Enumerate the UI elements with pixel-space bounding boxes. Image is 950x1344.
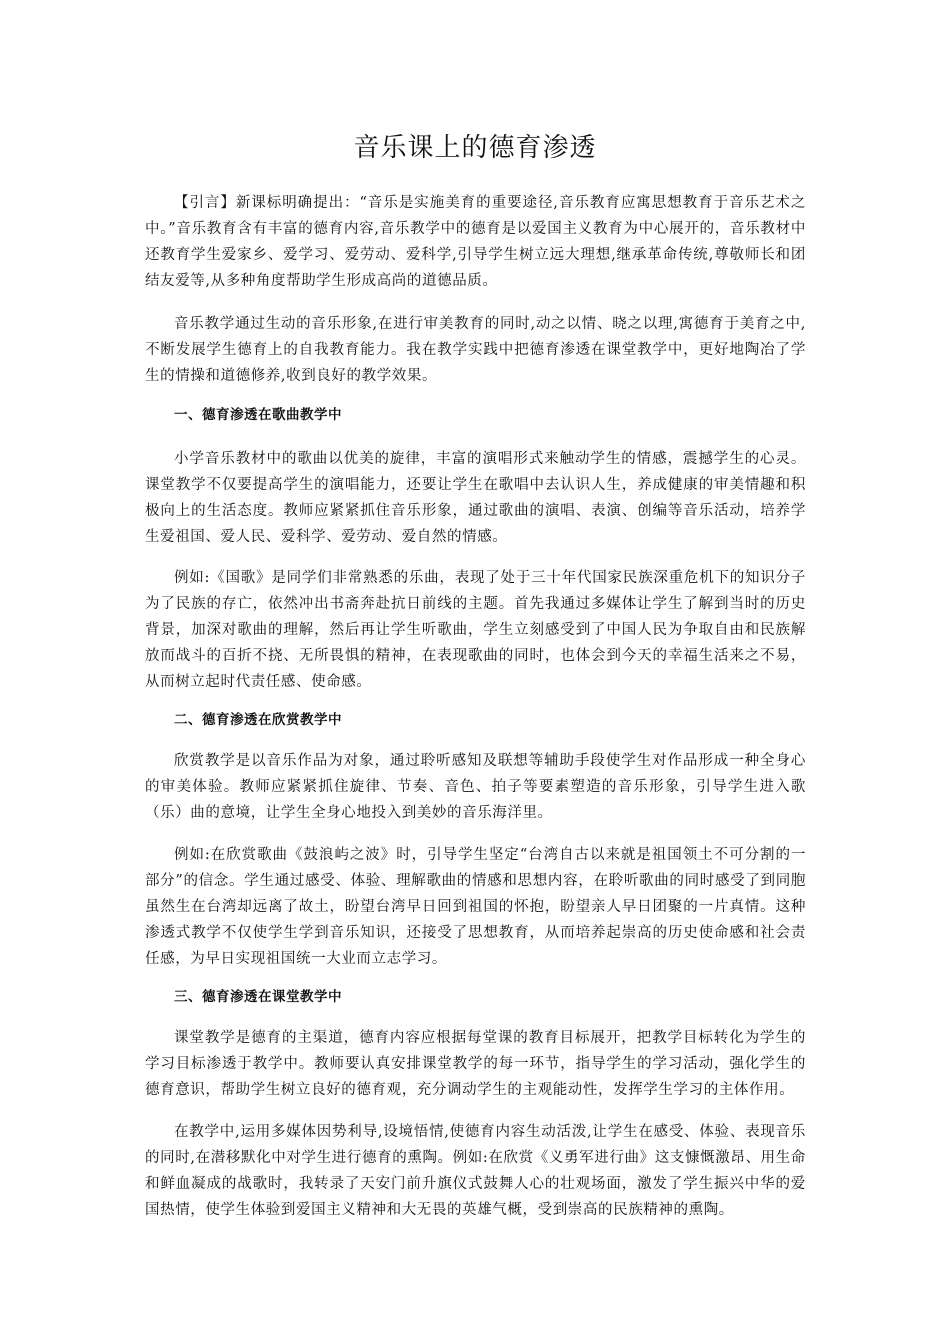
paragraph: 小学音乐教材中的歌曲以优美的旋律，丰富的演唱形式来触动学生的情感，震撼学生的心灵。课堂教学不仅要提高学生的演唱能力，还要让学生在歌唱中去认识人生，养成健康的审美情趣和积极向上的生活态度。教师应紧紧抓住音乐形象，通过歌曲的演唱、表演、创编等音乐活动，培养学生爱祖国、爱人民、爱科学、爱劳动、爱自然的情感。 xyxy=(145,451,806,545)
section-heading: 三、德育渗透在课堂教学中 xyxy=(174,989,342,1005)
section-heading: 二、德育渗透在欣赏教学中 xyxy=(174,712,342,728)
intro-text: 新课标明确提出：“音乐是实施美育的重要途径,音乐教育应寓思想教育于音乐艺术之中。”音乐教育含有丰富的德育内容,音乐教学中的德育是以爱国主义教育为中心展开的，音乐教材中还教育学生爱家乡、爱学习、爱劳动、爱科学,引导学生树立远大理想,继承革命传统,尊敬师长和团结友爱等,从多种角度帮助学生形成高尚的道德品质。 xyxy=(145,195,806,289)
intro-paragraph xyxy=(145,190,806,294)
paragraph: 欣赏教学是以音乐作品为对象，通过聆听感知及联想等辅助手段使学生对作品形成一种全身心的审美体验。教师应紧紧抓住旋律、节奏、音色、拍子等要素塑造的音乐形象，引导学生进入歌（乐）曲的意境，让学生全身心地投入到美妙的音乐海洋里。 xyxy=(145,753,806,821)
paragraph: 例如:在欣赏歌曲《鼓浪屿之波》时，引导学生坚定“台湾自古以来就是祖国领土不可分割的一部分”的信念。学生通过感受、体验、理解歌曲的情感和思想内容，在聆听歌曲的同时感受了到同胞虽然生在台湾却远离了故土，盼望台湾早日回到祖国的怀抱，盼望亲人早日团聚的一片真情。这种渗透式教学不仅使学生学到音乐知识，还接受了思想教育，从而培养起崇高的历史使命感和社会责任感，为早日实现祖国统一大业而立志学习。 xyxy=(145,847,806,967)
paragraph: 在教学中,运用多媒体因势利导,设境悟情,使德育内容生动活泼,让学生在感受、体验、表现音乐的同时,在潜移默化中对学生进行德育的熏陶。例如:在欣赏《义勇军进行曲》这支慷慨激昂、用生命和鲜血凝成的战歌时，我转录了天安门前升旗仪式鼓舞人心的壮观场面，激发了学生振兴中华的爱国热情，使学生体验到爱国主义精神和大无畏的英雄气概，受到崇高的民族精神的熏陶。 xyxy=(145,1124,806,1218)
paragraph: 例如:《国歌》是同学们非常熟悉的乐曲，表现了处于三十年代国家民族深重危机下的知识分子为了民族的存亡，依然冲出书斋奔赴抗日前线的主题。首先我通过多媒体让学生了解到当时的历史背景，加深对歌曲的理解，然后再让学生听歌曲，学生立刻感受到了中国人民为争取自由和民族解放而战斗的百折不挠、无所畏惧的精神，在表现歌曲的同时，也体会到今天的幸福生活来之不易，从而树立起时代责任感、使命感。 xyxy=(145,570,806,690)
intro-label: 【引言】 xyxy=(174,195,236,211)
document-title: 音乐课上的德育渗透 xyxy=(353,133,597,163)
paragraph: 课堂教学是德育的主渠道，德育内容应根据每堂课的教育目标展开，把教学目标转化为学生的学习目标渗透于教学中。教师要认真安排课堂教学的每一环节，指导学生的学习活动，强化学生的德育意识，帮助学生树立良好的德育观，充分调动学生的主观能动性，发挥学生学习的主体作用。 xyxy=(145,1030,806,1098)
section-heading: 一、德育渗透在歌曲教学中 xyxy=(174,407,342,423)
paragraph: 音乐教学通过生动的音乐形象,在进行审美教育的同时,动之以情、晓之以理,寓德育于美育之中,不断发展学生德育上的自我教育能力。我在教学实践中把德育渗透在课堂教学中，更好地陶冶了学生的情操和道德修养,收到良好的教学效果。 xyxy=(145,316,806,384)
